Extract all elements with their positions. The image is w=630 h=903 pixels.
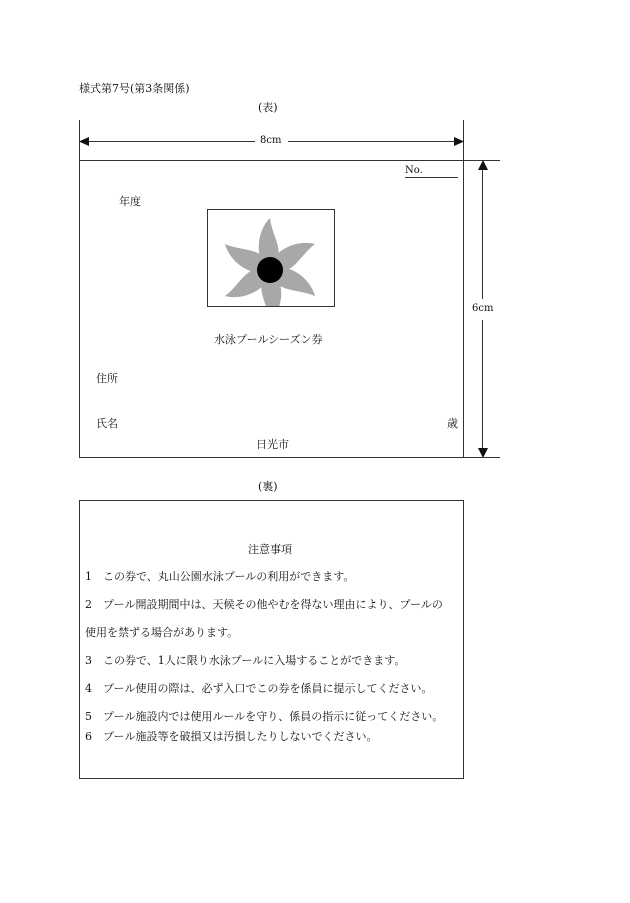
emblem-frame <box>207 209 335 307</box>
arrow-left-icon <box>79 137 89 146</box>
front-side-label: (表) <box>258 101 278 114</box>
height-dimension-label: 6cm <box>472 303 494 314</box>
notice-item-2-continued: 使用を禁ずる場合があります。 <box>85 626 239 639</box>
arrow-up-icon <box>478 160 488 170</box>
width-dimension-line-right <box>288 141 463 142</box>
notice-item-4: 4 プール使用の際は、必ず入口でこの券を係員に提示してください。 <box>85 682 433 695</box>
notice-item-3: 3 この券で、1人に限り水泳プールに入場することができます。 <box>85 654 406 667</box>
notice-title: 注意事項 <box>248 543 292 556</box>
height-dimension-line-top <box>482 162 483 299</box>
address-label: 住所 <box>96 372 118 385</box>
number-underline <box>405 177 458 178</box>
arrow-right-icon <box>454 137 464 146</box>
notice-item-5: 5 プール施設内では使用ルールを守り、係員の指示に従ってください。 <box>85 710 444 723</box>
width-dimension-line-left <box>80 141 255 142</box>
issuer-label: 日光市 <box>256 438 289 451</box>
age-label: 歳 <box>447 417 458 430</box>
notice-item-1: 1 この券で、丸山公園水泳プールの利用ができます。 <box>85 570 355 583</box>
number-label: No. <box>405 165 423 176</box>
ticket-title: 水泳プールシーズン券 <box>214 333 323 346</box>
height-dimension-line-bottom <box>482 320 483 456</box>
back-side-label: (裏) <box>258 480 278 493</box>
width-dimension-label: 8cm <box>260 135 282 146</box>
name-label: 氏名 <box>96 417 118 430</box>
notice-item-2: 2 プール開設期間中は、天候その他やむを得ない理由により、プールの <box>85 598 443 611</box>
arrow-down-icon <box>478 448 488 458</box>
year-label: 年度 <box>119 195 141 208</box>
notice-item-6: 6 プール施設等を破損又は汚損したりしないでください。 <box>85 730 378 743</box>
flower-emblem-icon <box>208 210 334 306</box>
form-number-label: 様式第7号(第3条関係) <box>79 82 190 95</box>
